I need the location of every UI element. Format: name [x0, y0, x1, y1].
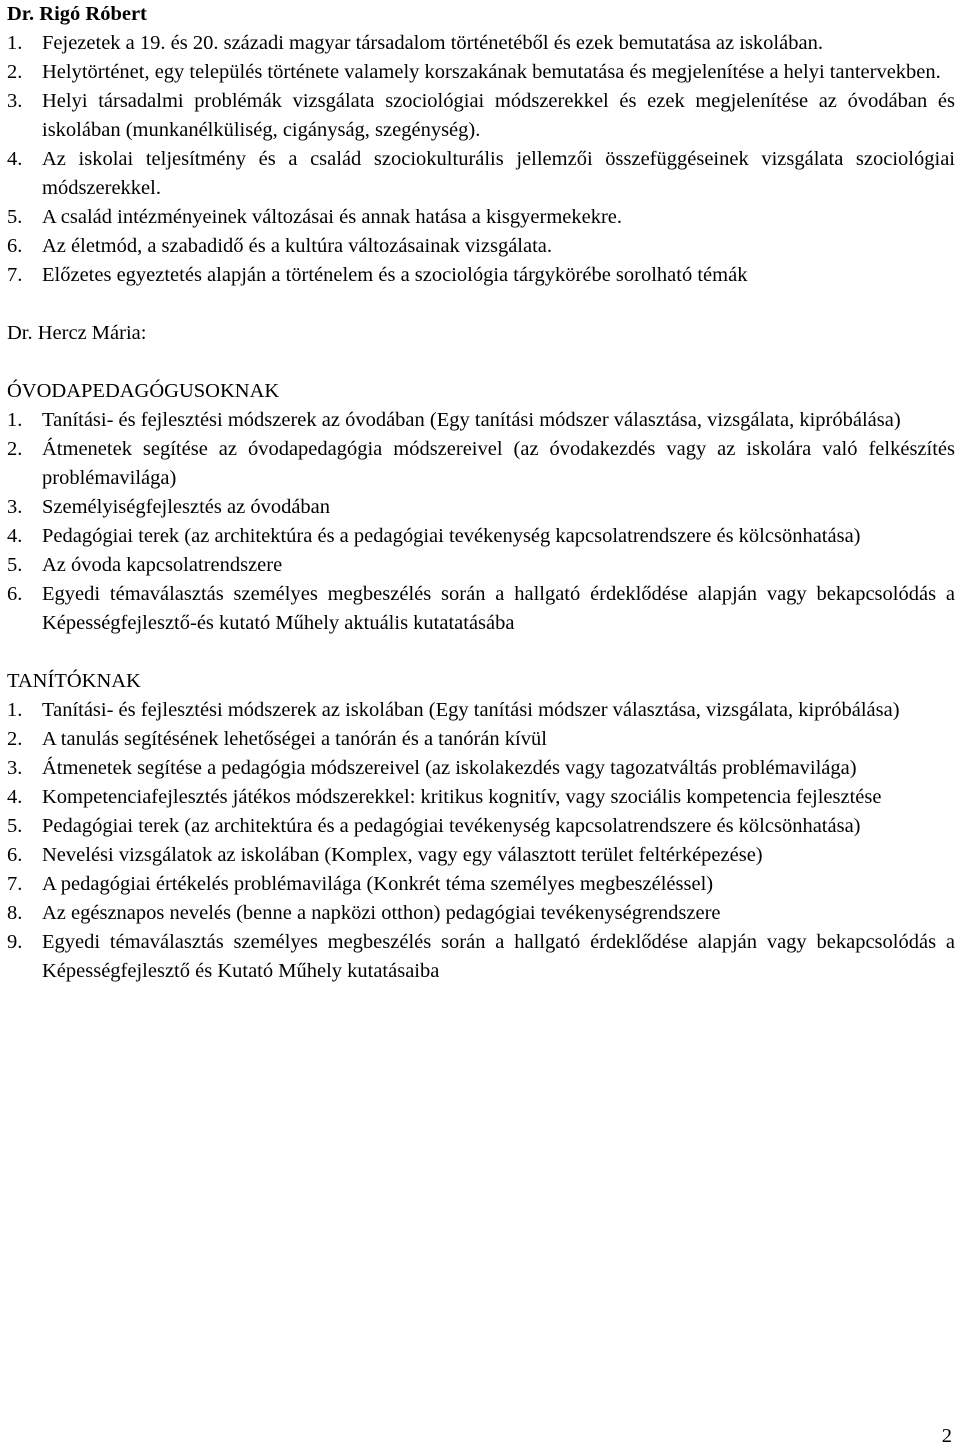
item-number: 1.: [7, 409, 23, 431]
list-item: [7, 232, 955, 261]
topic-list: [7, 406, 955, 638]
spacer: [7, 348, 955, 377]
list-item: [7, 696, 955, 725]
list-item: [7, 580, 955, 638]
list-item: [7, 261, 955, 290]
item-number: 2.: [7, 438, 23, 460]
item-number: 6.: [7, 844, 23, 866]
list-item: [7, 203, 955, 232]
list-item: [7, 493, 955, 522]
list-item: [7, 522, 955, 551]
item-number: 4.: [7, 525, 23, 547]
item-number: 5.: [7, 554, 23, 576]
section-subheading: ÓVODAPEDAGÓGUSOKNAK: [7, 380, 280, 402]
list-item: [7, 145, 955, 203]
item-text: A család intézményeinek változásai és annak hatása a kisgyermekekre.: [42, 206, 623, 228]
section-subheading: TANÍTÓKNAK: [7, 670, 141, 692]
item-text: Tanítási- és fejlesztési módszerek az óvodában (Egy tanítási módszer választása, vizsgálata, kipróbálása): [42, 409, 901, 431]
item-number: 1.: [7, 32, 23, 54]
topic-list: [7, 29, 955, 290]
list-item: [7, 870, 955, 899]
item-text: Fejezetek a 19. és 20. századi magyar társadalom történetéből és ezek bemutatása az iskolában.: [42, 32, 823, 54]
list-item: [7, 928, 955, 986]
item-text: A tanulás segítésének lehetőségei a tanórán és a tanórán kívül: [42, 728, 547, 750]
item-text: Átmenetek segítése a pedagógia módszereivel (az iskolakezdés vagy tagozatváltás problémavilága): [42, 757, 857, 779]
item-text: Átmenetek segítése az óvodapedagógia módszereivel (az óvodakezdés vagy az iskolára való felkészítés problémavilága): [42, 438, 955, 489]
item-number: 4.: [7, 148, 23, 170]
item-text: A pedagógiai értékelés problémavilága (Konkrét téma személyes megbeszéléssel): [42, 873, 714, 895]
item-number: 7.: [7, 873, 23, 895]
item-text: Az életmód, a szabadidő és a kultúra változásainak vizsgálata.: [42, 235, 553, 257]
item-text: Helytörténet, egy település története valamely korszakának bemutatása és megjelenítése a helyi tantervekben.: [42, 61, 941, 83]
list-item: [7, 812, 955, 841]
item-number: 3.: [7, 757, 23, 779]
item-text: Pedagógiai terek (az architektúra és a pedagógiai tevékenység kapcsolatrendszere és kölcsönhatása): [42, 525, 861, 547]
item-text: Egyedi témaválasztás személyes megbeszélés során a hallgató érdeklődése alapján vagy bekapcsolódás a Képességfejlesztő és Kutató Műhely kutatásaiba: [42, 931, 955, 982]
list-item: [7, 58, 955, 87]
item-text: Kompetenciafejlesztés játékos módszerekkel: kritikus kognitív, vagy szociális kompetencia fejlesztése: [42, 786, 882, 808]
item-text: Nevelési vizsgálatok az iskolában (Komplex, vagy egy választott terület feltérképezése): [42, 844, 763, 866]
list-item: [7, 899, 955, 928]
item-text: Egyedi témaválasztás személyes megbeszélés során a hallgató érdeklődése alapján vagy bekapcsolódás a Képességfejlesztő-és kutató Műhely aktuális kutatatásába: [42, 583, 955, 634]
item-text: Az egésznapos nevelés (benne a napközi otthon) pedagógiai tevékenységrendszere: [42, 902, 721, 924]
item-text: Helyi társadalmi problémák vizsgálata szociológiai módszerekkel és ezek megjelenítése az óvodában és iskolában (munkanélküliség, cigányság, szegénység).: [42, 90, 955, 141]
author-heading: Dr. Hercz Mária:: [7, 322, 147, 344]
section-hercz: [7, 319, 955, 638]
item-text: Pedagógiai terek (az architektúra és a pedagógiai tevékenység kapcsolatrendszere és kölcsönhatása): [42, 815, 861, 837]
section-rigo: [7, 0, 955, 290]
list-item: [7, 29, 955, 58]
list-item: [7, 754, 955, 783]
document-page: [7, 0, 955, 986]
item-number: 5.: [7, 815, 23, 837]
item-text: Személyiségfejlesztés az óvodában: [42, 496, 331, 518]
item-text: Tanítási- és fejlesztési módszerek az iskolában (Egy tanítási módszer választása, vizsgálata, kipróbálása): [42, 699, 900, 721]
item-number: 7.: [7, 264, 23, 286]
author-heading: Dr. Rigó Róbert: [7, 3, 147, 25]
list-item: [7, 725, 955, 754]
topic-list: [7, 696, 955, 986]
item-number: 2.: [7, 61, 23, 83]
spacer: [7, 638, 955, 667]
list-item: [7, 87, 955, 145]
item-number: 6.: [7, 235, 23, 257]
section-tanitoknak: [7, 667, 955, 986]
item-text: Az iskolai teljesítmény és a család szociokulturális jellemzői összefüggéseinek vizsgálata szociológiai módszerekkel.: [42, 148, 955, 199]
list-item: [7, 841, 955, 870]
item-number: 1.: [7, 699, 23, 721]
spacer: [7, 290, 955, 319]
item-number: 9.: [7, 931, 23, 953]
item-number: 8.: [7, 902, 23, 924]
list-item: [7, 435, 955, 493]
item-number: 3.: [7, 496, 23, 518]
list-item: [7, 406, 955, 435]
item-number: 6.: [7, 583, 23, 605]
item-number: 3.: [7, 90, 23, 112]
item-text: Előzetes egyeztetés alapján a történelem és a szociológia tárgykörébe sorolható témák: [42, 264, 748, 286]
item-number: 5.: [7, 206, 23, 228]
list-item: [7, 783, 955, 812]
item-number: 2.: [7, 728, 23, 750]
item-text: Az óvoda kapcsolatrendszere: [42, 554, 283, 576]
item-number: 4.: [7, 786, 23, 808]
list-item: [7, 551, 955, 580]
page-number: 2: [941, 1425, 952, 1447]
